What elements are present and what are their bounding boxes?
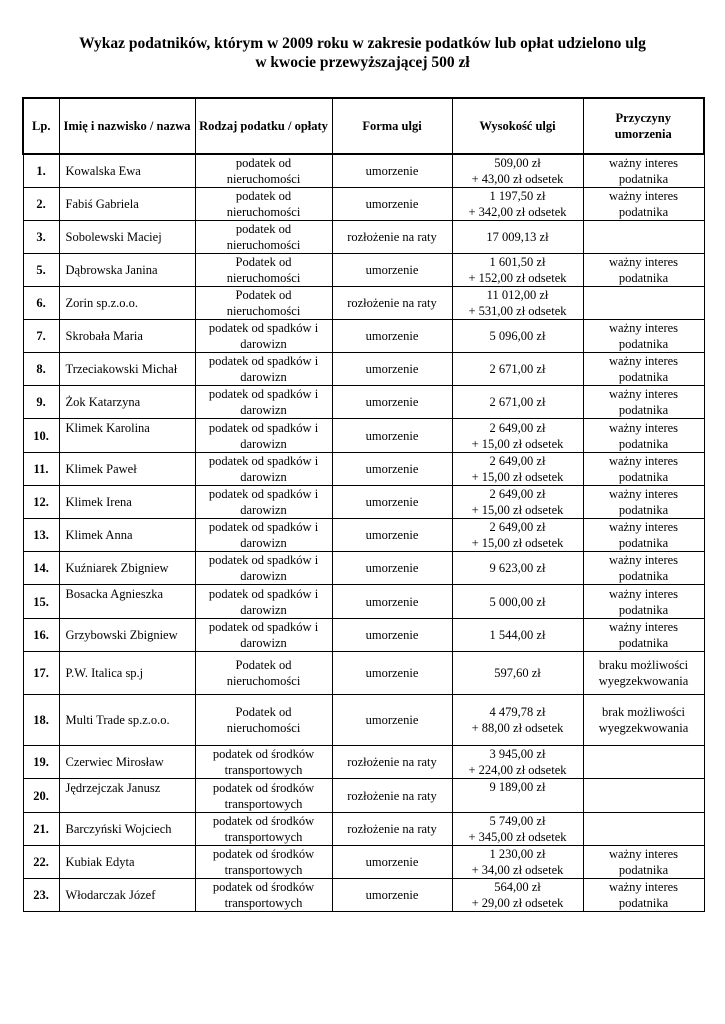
title-line-2: w kwocie przewyższającej 500 zł	[255, 54, 470, 71]
row-lp: 9.	[23, 386, 59, 419]
row-amount-value: 2 649,00 zł	[489, 420, 546, 435]
row-relief-form: umorzenie	[332, 453, 452, 486]
taxpayer-relief-table	[22, 97, 705, 912]
row-name: Klimek Irena	[59, 486, 195, 519]
row-reason	[583, 779, 704, 813]
table-row	[23, 287, 704, 320]
row-tax-type: Podatek od nieruchomości	[195, 254, 332, 287]
row-lp: 16.	[23, 619, 59, 652]
row-reason	[583, 813, 704, 846]
row-name: Czerwiec Mirosław	[59, 746, 195, 779]
row-amount-value: 1 230,00 zł	[489, 847, 546, 861]
row-relief-form: umorzenie	[332, 353, 452, 386]
row-amount-value: 9 623,00 zł	[489, 561, 546, 575]
row-amount-value: 5 096,00 zł	[489, 329, 546, 343]
row-amount-value: 2 649,00 zł	[489, 454, 546, 468]
row-name: Klimek Anna	[59, 519, 195, 552]
row-relief-amount	[452, 154, 583, 188]
row-name: Sobolewski Maciej	[59, 221, 195, 254]
table-row	[23, 419, 704, 453]
row-relief-form: umorzenie	[332, 386, 452, 419]
row-relief-amount	[452, 779, 583, 813]
row-reason: ważny interes podatnika	[583, 419, 704, 453]
row-amount-value: 2 649,00 zł	[489, 487, 546, 501]
row-amount-value: 3 945,00 zł	[489, 747, 546, 761]
row-amount-value: 1 544,00 zł	[489, 628, 546, 642]
row-name: Zorin sp.z.o.o.	[59, 287, 195, 320]
row-name: Skrobała Maria	[59, 320, 195, 353]
row-reason	[583, 746, 704, 779]
row-name: Klimek Paweł	[59, 453, 195, 486]
row-reason: ważny interes podatnika	[583, 188, 704, 221]
row-relief-amount	[452, 519, 583, 552]
header-name: Imię i nazwisko / nazwa	[59, 98, 195, 154]
row-relief-amount	[452, 585, 583, 619]
row-lp: 21.	[23, 813, 59, 846]
table-row	[23, 746, 704, 779]
row-interest-value: + 224,00 zł odsetek	[468, 763, 567, 777]
row-tax-type: Podatek od nieruchomości	[195, 652, 332, 695]
row-reason: ważny interes podatnika	[583, 453, 704, 486]
row-lp: 23.	[23, 879, 59, 912]
row-tax-type: podatek od spadków i darowizn	[195, 552, 332, 585]
row-interest-value: + 34,00 zł odsetek	[471, 863, 564, 877]
table-row	[23, 652, 704, 695]
row-interest-value: + 88,00 zł odsetek	[471, 721, 564, 735]
row-name: P.W. Italica sp.j	[59, 652, 195, 695]
row-relief-form: umorzenie	[332, 879, 452, 912]
row-reason: ważny interes podatnika	[583, 552, 704, 585]
row-lp: 22.	[23, 846, 59, 879]
row-amount-value: 1 601,50 zł	[489, 255, 546, 269]
row-name: Barczyński Wojciech	[59, 813, 195, 846]
row-relief-amount	[452, 188, 583, 221]
table-row	[23, 386, 704, 419]
row-relief-amount	[452, 813, 583, 846]
row-tax-type: podatek od środków transportowych	[195, 779, 332, 813]
row-name: Fabiś Gabriela	[59, 188, 195, 221]
row-relief-form: umorzenie	[332, 154, 452, 188]
row-amount-value: 509,00 zł	[494, 156, 541, 170]
row-lp: 17.	[23, 652, 59, 695]
row-reason: ważny interes podatnika	[583, 386, 704, 419]
row-interest-value: + 29,00 zł odsetek	[471, 896, 564, 910]
row-relief-form: umorzenie	[332, 652, 452, 695]
row-relief-form: umorzenie	[332, 585, 452, 619]
row-reason: ważny interes podatnika	[583, 254, 704, 287]
table-row	[23, 221, 704, 254]
row-amount-value: 1 197,50 zł	[489, 189, 546, 203]
row-amount-value: 9 189,00 zł	[489, 780, 546, 794]
table-row	[23, 519, 704, 552]
row-relief-amount	[452, 486, 583, 519]
row-lp: 3.	[23, 221, 59, 254]
row-lp: 11.	[23, 453, 59, 486]
row-reason: ważny interes podatnika	[583, 320, 704, 353]
table-header-row	[23, 98, 704, 154]
row-lp: 7.	[23, 320, 59, 353]
row-tax-type: podatek od spadków i darowizn	[195, 585, 332, 619]
row-name: Trzeciakowski Michał	[59, 353, 195, 386]
row-interest-value: + 15,00 zł odsetek	[471, 536, 564, 550]
row-amount-value: 5 000,00 zł	[489, 594, 546, 609]
row-relief-amount	[452, 353, 583, 386]
row-name: Żok Katarzyna	[59, 386, 195, 419]
row-name: Kuźniarek Zbigniew	[59, 552, 195, 585]
row-reason: ważny interes podatnika	[583, 846, 704, 879]
row-lp: 12.	[23, 486, 59, 519]
row-interest-value: + 15,00 zł odsetek	[471, 503, 564, 517]
row-relief-form: umorzenie	[332, 619, 452, 652]
row-relief-amount	[452, 287, 583, 320]
header-relief-form: Forma ulgi	[332, 98, 452, 154]
row-tax-type: podatek od środków transportowych	[195, 813, 332, 846]
row-relief-form: rozłożenie na raty	[332, 746, 452, 779]
row-relief-amount	[452, 419, 583, 453]
row-reason: ważny interes podatnika	[583, 519, 704, 552]
row-name: Włodarczak Józef	[59, 879, 195, 912]
row-relief-amount	[452, 453, 583, 486]
row-interest-value: + 152,00 zł odsetek	[468, 271, 567, 285]
table-row	[23, 695, 704, 746]
row-lp: 20.	[23, 779, 59, 813]
row-tax-type: podatek od spadków i darowizn	[195, 619, 332, 652]
row-tax-type: podatek od nieruchomości	[195, 154, 332, 188]
row-reason: brak możliwości wyegzekwowania	[583, 695, 704, 746]
row-reason	[583, 221, 704, 254]
row-tax-type: podatek od spadków i darowizn	[195, 419, 332, 453]
row-relief-form: umorzenie	[332, 188, 452, 221]
row-name: Klimek Karolina	[59, 419, 195, 453]
row-amount-value: 17 009,13 zł	[486, 230, 549, 244]
row-lp: 10.	[23, 419, 59, 453]
row-relief-amount	[452, 386, 583, 419]
row-relief-amount	[452, 552, 583, 585]
table-body	[23, 154, 704, 912]
row-relief-amount	[452, 320, 583, 353]
row-relief-form: rozłożenie na raty	[332, 779, 452, 813]
row-interest-value: + 531,00 zł odsetek	[468, 304, 567, 318]
row-lp: 5.	[23, 254, 59, 287]
row-tax-type: podatek od nieruchomości	[195, 221, 332, 254]
table-row	[23, 353, 704, 386]
row-relief-form: umorzenie	[332, 254, 452, 287]
row-reason: ważny interes podatnika	[583, 585, 704, 619]
row-relief-form: umorzenie	[332, 846, 452, 879]
row-lp: 13.	[23, 519, 59, 552]
row-relief-form: rozłożenie na raty	[332, 813, 452, 846]
row-relief-form: rozłożenie na raty	[332, 287, 452, 320]
row-name: Bosacka Agnieszka	[59, 585, 195, 619]
table-row	[23, 813, 704, 846]
row-relief-form: umorzenie	[332, 486, 452, 519]
row-tax-type: podatek od spadków i darowizn	[195, 320, 332, 353]
title-line-1: Wykaz podatników, którym w 2009 roku w zakresie podatków lub opłat udzielono ulg	[79, 35, 646, 52]
row-amount-value: 5 749,00 zł	[489, 814, 546, 828]
row-relief-amount	[452, 879, 583, 912]
row-lp: 14.	[23, 552, 59, 585]
row-amount-value: 564,00 zł	[494, 880, 541, 894]
table-row	[23, 320, 704, 353]
table-row	[23, 254, 704, 287]
row-relief-amount	[452, 746, 583, 779]
row-amount-value: 2 649,00 zł	[489, 520, 546, 534]
row-name: Grzybowski Zbigniew	[59, 619, 195, 652]
table-row	[23, 552, 704, 585]
row-tax-type: podatek od spadków i darowizn	[195, 386, 332, 419]
row-relief-form: rozłożenie na raty	[332, 221, 452, 254]
table-row	[23, 154, 704, 188]
row-lp: 1.	[23, 154, 59, 188]
row-tax-type: podatek od spadków i darowizn	[195, 519, 332, 552]
row-reason: braku możliwości wyegzekwowania	[583, 652, 704, 695]
row-interest-value: + 342,00 zł odsetek	[468, 205, 567, 219]
table-row	[23, 585, 704, 619]
header-lp: Lp.	[23, 98, 59, 154]
row-lp: 2.	[23, 188, 59, 221]
header-tax-type: Rodzaj podatku / opłaty	[195, 98, 332, 154]
row-lp: 6.	[23, 287, 59, 320]
row-tax-type: Podatek od nieruchomości	[195, 287, 332, 320]
row-reason: ważny interes podatnika	[583, 879, 704, 912]
row-name: Multi Trade sp.z.o.o.	[59, 695, 195, 746]
row-relief-amount	[452, 619, 583, 652]
row-tax-type: podatek od środków transportowych	[195, 746, 332, 779]
row-interest-value: + 345,00 zł odsetek	[468, 830, 567, 844]
row-amount-value: 4 479,78 zł	[489, 705, 546, 719]
row-relief-form: umorzenie	[332, 695, 452, 746]
row-tax-type: podatek od środków transportowych	[195, 846, 332, 879]
table-row	[23, 779, 704, 813]
table-row	[23, 846, 704, 879]
row-relief-form: umorzenie	[332, 320, 452, 353]
table-row	[23, 188, 704, 221]
row-lp: 15.	[23, 585, 59, 619]
row-amount-value: 11 012,00 zł	[486, 288, 549, 302]
table-row	[23, 619, 704, 652]
row-name: Dąbrowska Janina	[59, 254, 195, 287]
row-lp: 8.	[23, 353, 59, 386]
row-interest-value: + 15,00 zł odsetek	[471, 436, 564, 451]
row-amount-value: 597,60 zł	[494, 666, 541, 680]
row-relief-form: umorzenie	[332, 419, 452, 453]
row-relief-amount	[452, 221, 583, 254]
row-name: Kubiak Edyta	[59, 846, 195, 879]
row-lp: 18.	[23, 695, 59, 746]
row-relief-amount	[452, 254, 583, 287]
header-reason: Przyczyny umorzenia	[583, 98, 704, 154]
row-relief-form: umorzenie	[332, 519, 452, 552]
table-row	[23, 879, 704, 912]
row-reason	[583, 287, 704, 320]
row-lp: 19.	[23, 746, 59, 779]
row-relief-amount	[452, 652, 583, 695]
row-tax-type: Podatek od nieruchomości	[195, 695, 332, 746]
row-tax-type: podatek od środków transportowych	[195, 879, 332, 912]
row-name: Jędrzejczak Janusz	[59, 779, 195, 813]
header-relief-amount: Wysokość ulgi	[452, 98, 583, 154]
row-name: Kowalska Ewa	[59, 154, 195, 188]
row-relief-amount	[452, 846, 583, 879]
document-title	[0, 34, 725, 72]
row-reason: ważny interes podatnika	[583, 486, 704, 519]
row-relief-amount	[452, 695, 583, 746]
row-relief-form: umorzenie	[332, 552, 452, 585]
row-reason: ważny interes podatnika	[583, 353, 704, 386]
row-tax-type: podatek od spadków i darowizn	[195, 453, 332, 486]
row-interest-value: + 15,00 zł odsetek	[471, 470, 564, 484]
row-amount-value: 2 671,00 zł	[489, 362, 546, 376]
row-reason: ważny interes podatnika	[583, 154, 704, 188]
row-tax-type: podatek od nieruchomości	[195, 188, 332, 221]
row-tax-type: podatek od spadków i darowizn	[195, 353, 332, 386]
row-tax-type: podatek od spadków i darowizn	[195, 486, 332, 519]
table-row	[23, 486, 704, 519]
row-amount-value: 2 671,00 zł	[489, 395, 546, 409]
table-row	[23, 453, 704, 486]
row-reason: ważny interes podatnika	[583, 619, 704, 652]
row-interest-value: + 43,00 zł odsetek	[471, 172, 564, 186]
